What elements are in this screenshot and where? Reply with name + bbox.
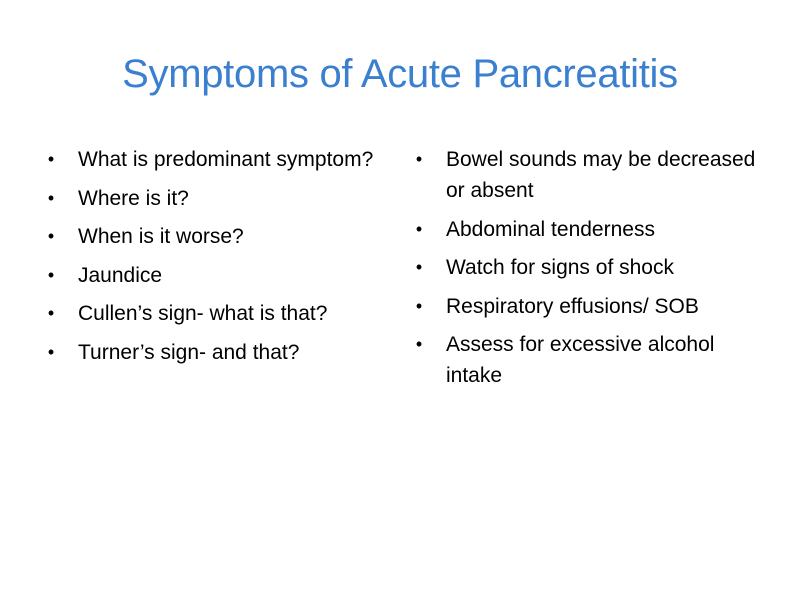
bullet-icon: • bbox=[47, 264, 55, 285]
list-item-text: Turner’s sign- and that? bbox=[78, 340, 300, 364]
list-item-text: Where is it? bbox=[78, 186, 189, 210]
list-item-text: Bowel sounds may be decreased or absent bbox=[446, 148, 756, 202]
list-item bbox=[412, 252, 762, 283]
list-item bbox=[412, 214, 762, 245]
list-item bbox=[412, 329, 762, 391]
list-item-text: Respiratory effusions/ SOB bbox=[446, 294, 699, 318]
list-item bbox=[44, 183, 379, 214]
list-item-text: Assess for excessive alcohol intake bbox=[446, 333, 715, 387]
list-item-text: What is predominant symptom? bbox=[78, 148, 374, 171]
list-item bbox=[412, 291, 762, 322]
right-bullet-list bbox=[412, 144, 762, 399]
slide-title: Symptoms of Acute Pancreatitis bbox=[122, 52, 678, 96]
list-item-text: Watch for signs of shock bbox=[446, 256, 674, 279]
bullet-icon: • bbox=[47, 303, 55, 323]
list-item-text: When is it worse? bbox=[78, 225, 244, 248]
bullet-icon: • bbox=[47, 149, 55, 169]
bullet-icon: • bbox=[415, 334, 423, 354]
list-item bbox=[44, 144, 379, 175]
list-item-text: Jaundice bbox=[78, 263, 163, 287]
list-item bbox=[44, 221, 379, 252]
bullet-icon: • bbox=[415, 218, 423, 239]
bullet-icon: • bbox=[415, 149, 423, 169]
left-bullet-list bbox=[44, 144, 379, 375]
list-item bbox=[44, 337, 379, 368]
bullet-icon: • bbox=[47, 226, 55, 246]
list-item bbox=[44, 298, 379, 329]
list-item bbox=[44, 260, 379, 291]
list-item-text: Cullen’s sign- what is that? bbox=[78, 302, 328, 325]
bullet-icon: • bbox=[47, 341, 55, 362]
list-item bbox=[412, 144, 762, 206]
bullet-icon: • bbox=[415, 295, 423, 316]
bullet-icon: • bbox=[47, 187, 55, 208]
bullet-icon: • bbox=[415, 257, 423, 277]
list-item-text: Abdominal tenderness bbox=[446, 217, 655, 241]
